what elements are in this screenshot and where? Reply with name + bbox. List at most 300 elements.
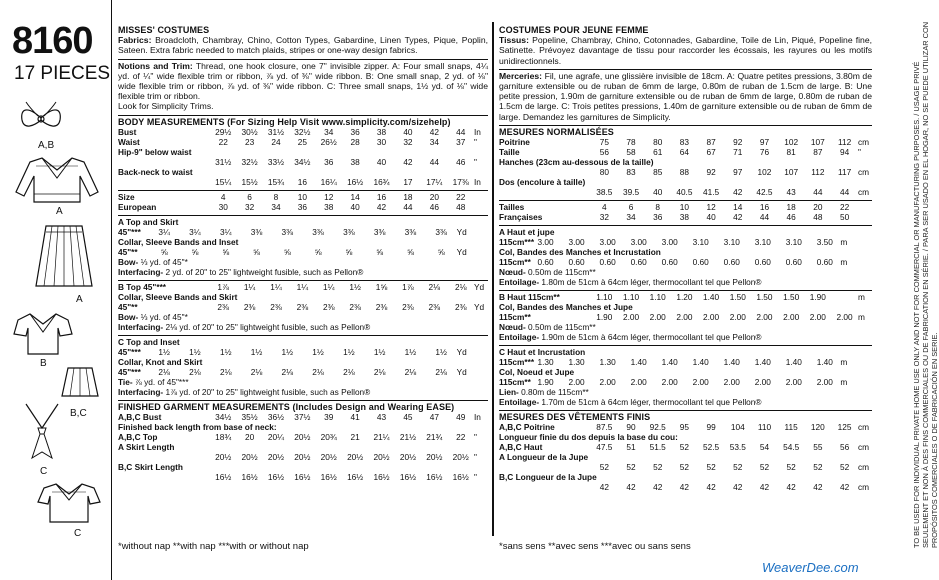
size-value: 20½ xyxy=(399,452,416,463)
size-value: 43 xyxy=(786,187,796,198)
size-value: 1.40 xyxy=(692,357,709,368)
size-value: 29½ xyxy=(215,126,232,137)
table-row xyxy=(499,267,872,277)
unit-label: Yd xyxy=(456,246,467,257)
table-row xyxy=(499,367,872,377)
weaverdee-logo[interactable]: WeaverDee.com xyxy=(762,560,859,575)
row-label xyxy=(499,482,591,492)
size-value: 3⅜ xyxy=(435,226,447,237)
size-value: 38 xyxy=(324,201,334,212)
unit-label: " xyxy=(858,147,861,158)
size-value: ⅝ xyxy=(376,246,384,257)
size-value: 95 xyxy=(679,422,690,433)
note-text: 2⅛ yd. of 20" to 25" lightweight fusible, such as Pellon® xyxy=(163,321,371,332)
size-value: 42 xyxy=(759,482,770,493)
unit-label: m xyxy=(858,292,865,303)
table-row xyxy=(499,322,872,332)
note-label: Interfacing- xyxy=(118,386,164,397)
table-row xyxy=(499,377,872,387)
size-value: 2⅜ xyxy=(402,301,414,312)
size-value: 2.00 xyxy=(785,377,802,388)
figure-label-5: B,C xyxy=(70,408,87,419)
size-value: 3¼ xyxy=(219,226,232,237)
size-value: 32 xyxy=(403,136,413,147)
table-row xyxy=(118,472,488,482)
size-value: 3.10 xyxy=(692,237,709,248)
size-value: 117 xyxy=(837,167,852,178)
size-value: 2.00 xyxy=(754,377,771,388)
figure-label-6: C xyxy=(40,466,48,477)
size-value: 2.00 xyxy=(809,312,826,323)
size-value: 20 xyxy=(429,191,439,202)
size-value: 1¼ xyxy=(243,281,256,292)
table-row xyxy=(118,302,488,312)
size-value: 8 xyxy=(655,202,661,213)
row-label: 115cm** xyxy=(499,312,531,323)
size-value: 22 xyxy=(218,136,228,147)
size-value: 1⅝ xyxy=(375,281,388,292)
size-value: 18 xyxy=(403,191,413,202)
size-value: 20 xyxy=(244,432,255,443)
unit-label: In xyxy=(474,126,481,137)
size-value: 17 xyxy=(403,176,413,187)
size-value: 3¼ xyxy=(189,226,201,237)
size-value: 2⅛ xyxy=(373,366,386,377)
size-value: 2.00 xyxy=(703,312,720,323)
size-value: 20½ xyxy=(267,452,285,463)
fr-nap-legend: *sans sens **avec sens ***avec ou sans sens xyxy=(499,541,691,552)
fr-mesures-heading: MESURES NORMALISÉES xyxy=(499,126,614,137)
table-row xyxy=(499,332,872,342)
size-value: 21¾ xyxy=(426,432,443,443)
size-value: 15¼ xyxy=(215,176,232,187)
size-value: 16½ xyxy=(294,472,311,483)
size-value: 1.50 xyxy=(783,292,800,303)
unit-label xyxy=(474,202,488,212)
row-label xyxy=(499,462,591,472)
size-value: 107 xyxy=(810,137,825,148)
size-value: 3.00 xyxy=(537,237,554,248)
size-value: 35½ xyxy=(241,412,258,423)
note-text: 0.80m de 115cm** xyxy=(518,387,589,398)
unit-label xyxy=(858,212,872,222)
size-value: 2.00 xyxy=(568,377,585,388)
size-value: 1½ xyxy=(435,346,447,357)
table-row xyxy=(499,137,872,147)
note-label: Nœud- xyxy=(499,267,526,278)
table-row xyxy=(118,442,488,452)
row-label: Back-neck to waist xyxy=(118,166,193,177)
size-value: 22 xyxy=(839,202,850,213)
english-column xyxy=(118,24,488,485)
size-value: 1.10 xyxy=(649,292,666,303)
table-row xyxy=(118,137,488,147)
size-value: 80 xyxy=(653,137,663,148)
note-text: ⅓ yd. of 45"* xyxy=(138,256,188,267)
row-label: 45"*** xyxy=(118,366,141,377)
table-row xyxy=(499,257,872,267)
en-title: MISSES' COSTUMES xyxy=(118,25,210,35)
row-label: B,C Skirt Length xyxy=(118,462,183,473)
size-value: 1.10 xyxy=(596,292,613,303)
table-row xyxy=(118,312,488,322)
size-value: 46 xyxy=(456,156,466,167)
size-value: 3.10 xyxy=(723,237,740,248)
table-row xyxy=(499,442,872,452)
size-value: 1½ xyxy=(281,346,294,357)
size-value: 34 xyxy=(626,212,636,223)
note-text: 0.50m de 115cm** xyxy=(525,322,596,333)
size-value: 32 xyxy=(244,201,255,212)
row-label: A,B,C Bust xyxy=(118,412,162,423)
size-value: 10 xyxy=(297,191,307,202)
note-label: Interfacing- xyxy=(118,321,164,332)
size-value: 42 xyxy=(429,126,439,137)
size-value: 2.00 xyxy=(729,312,746,323)
row-label: Tailles xyxy=(499,202,525,213)
table-row xyxy=(499,422,872,432)
note-label: Entoilage- xyxy=(499,332,540,343)
size-value: 40 xyxy=(350,201,360,212)
size-value: 4 xyxy=(602,202,607,213)
size-value: 2⅜ xyxy=(375,301,388,312)
en-finished-heading: FINISHED GARMENT MEASUREMENTS (Includes Design and Wearing EASE) xyxy=(118,401,455,412)
row-label xyxy=(118,452,210,462)
size-value: 20¼ xyxy=(267,432,285,443)
size-value: 1¼ xyxy=(296,281,309,292)
size-value: 2⅛ xyxy=(343,366,355,377)
size-value: 61 xyxy=(653,147,663,158)
size-value: 1.40 xyxy=(630,357,647,368)
size-value: 15¾ xyxy=(267,176,285,187)
table-row xyxy=(118,387,488,397)
row-label: 45"** xyxy=(118,301,138,312)
size-value: 43 xyxy=(376,412,387,423)
size-value: 52 xyxy=(813,462,823,473)
size-value: 87.5 xyxy=(596,422,613,433)
row-label: A,B,C Top xyxy=(118,432,158,443)
size-value: 20½ xyxy=(347,452,364,463)
size-value: 44 xyxy=(813,187,823,198)
table-row xyxy=(118,192,488,202)
size-value: 52 xyxy=(839,462,850,473)
note-label: Tie- xyxy=(118,376,133,387)
size-value: 39 xyxy=(324,412,334,423)
size-value: ⅝ xyxy=(160,246,168,257)
size-value: 0.60 xyxy=(723,257,740,268)
size-value: 2.00 xyxy=(622,312,640,323)
size-value: 8 xyxy=(273,191,279,202)
size-value: 1.40 xyxy=(703,292,720,303)
size-value: 20 xyxy=(813,202,823,213)
fr-title: COSTUMES POUR JEUNE FEMME xyxy=(499,25,649,35)
size-value: 12 xyxy=(324,191,334,202)
size-value: 1.40 xyxy=(723,357,740,368)
size-value: 20½ xyxy=(294,432,311,443)
size-value: 2.00 xyxy=(836,312,853,323)
row-label: 115cm** xyxy=(499,377,531,388)
figure-label-4: B xyxy=(40,358,47,369)
size-value: 46 xyxy=(786,212,796,223)
en-fabrics: Fabrics: Broadcloth, Chambray, Chino, Cotton Types, Gabardine, Linen Types, Pique, Poplin, Sateen. Extra fabric needed to match plaids, stripes or one-way design fabrics. xyxy=(118,35,488,56)
row-label: A,B,C Poitrine xyxy=(499,422,555,433)
column-divider xyxy=(492,22,494,536)
size-value: 34 xyxy=(429,136,439,147)
size-value: 20½ xyxy=(452,452,469,463)
size-value: 32 xyxy=(599,212,609,223)
size-value: 92 xyxy=(706,167,716,178)
note-label: Nœud- xyxy=(499,322,526,333)
unit-label: Yd xyxy=(456,366,467,377)
size-value: 16½ xyxy=(452,472,469,483)
table-row xyxy=(118,412,488,422)
unit-label xyxy=(858,202,872,212)
table-row xyxy=(499,212,872,222)
row-label: 45"*** xyxy=(118,346,141,357)
row-label: Collar, Sleeve Bands and Inset xyxy=(118,236,239,247)
size-value: 2⅜ xyxy=(243,301,256,312)
size-value: 0.60 xyxy=(754,257,771,268)
size-value: 44 xyxy=(429,156,439,167)
size-value: 1¼ xyxy=(322,281,335,292)
size-value: 30½ xyxy=(241,126,258,137)
size-value: 3.00 xyxy=(661,237,678,248)
size-value: 6 xyxy=(247,191,252,202)
size-value: 2⅜ xyxy=(428,301,441,312)
size-value: 1.50 xyxy=(729,292,746,303)
size-value: 17¼ xyxy=(426,176,443,187)
size-value: 12 xyxy=(706,202,716,213)
unit-label: Yd xyxy=(474,281,485,292)
table-row xyxy=(499,432,872,442)
row-label: B,C Longueur de la Jupe xyxy=(499,472,597,483)
table-row xyxy=(499,177,872,187)
size-value: 47 xyxy=(429,412,439,423)
size-value: 0.60 xyxy=(785,257,802,268)
size-value: 2⅜ xyxy=(217,301,229,312)
size-value: 30 xyxy=(376,136,387,147)
en-body-table xyxy=(118,127,488,187)
size-value: 112 xyxy=(811,167,825,178)
table-row xyxy=(499,347,872,357)
size-value: 56 xyxy=(839,442,850,453)
size-value: 52 xyxy=(679,442,690,453)
size-value: 28 xyxy=(350,136,360,147)
table-row xyxy=(118,167,488,177)
size-value: 3¼ xyxy=(158,226,170,237)
size-value: 1⅞ xyxy=(217,281,229,292)
note-text: 1⅞ yd. of 20" to 25" lightweight fusible, such as Pellon® xyxy=(163,386,371,397)
size-value: 44 xyxy=(839,187,850,198)
unit-label: In xyxy=(474,176,481,187)
row-label: Bust xyxy=(118,126,137,137)
size-value: 3.00 xyxy=(630,237,647,248)
size-value: 41 xyxy=(350,412,360,423)
size-value: 34½ xyxy=(294,156,311,167)
en-finished-table xyxy=(118,412,488,482)
size-value: 2⅛ xyxy=(428,281,441,292)
size-value: 125 xyxy=(837,422,852,433)
size-value: 0.60 xyxy=(537,257,554,268)
fr-mercerie: Merceries: Fil, une agrafe, une glissière invisible de 18cm. A: Quatre petites pressions, 3.80m de garniture extensible ou de ruban de 6mm de large, 0.80m de ruban de 1.5cm de large. B: Une petite pression, 1.90m de garniture extensible ou de ruban de 6mm de large, 0.80m de ruban de 1.5cm de large. C: Trois petites pressions, 1.40m de garniture extensible ou de ruban de 6mm de large. Demandez les garnitures de Simplicity. xyxy=(499,70,872,122)
size-value: 0.60 xyxy=(661,257,678,268)
size-value: 36½ xyxy=(267,412,285,423)
size-value: 16½ xyxy=(267,472,285,483)
size-value: 3⅜ xyxy=(312,226,324,237)
size-value: 52 xyxy=(706,462,716,473)
size-value: 37½ xyxy=(294,412,311,423)
puff-sleeve-top-sketch xyxy=(10,310,76,358)
note-text: 1.90m de 51cm à 64cm léger, thermocollant tel que Pellon® xyxy=(539,332,762,343)
table-row xyxy=(118,157,488,167)
unit-label xyxy=(474,192,488,202)
size-value: 115 xyxy=(784,422,798,433)
size-value: 22 xyxy=(456,432,466,443)
left-panel xyxy=(0,0,112,580)
size-value: 34 xyxy=(271,201,281,212)
table-row xyxy=(499,312,872,322)
note-label: Interfacing- xyxy=(118,266,164,277)
en-body-heading: BODY MEASUREMENTS (For Sizing Help Visit www.simplicity.com/sizehelp) xyxy=(118,116,451,127)
size-value: 2.00 xyxy=(649,312,666,323)
size-value: 36 xyxy=(653,212,663,223)
size-value: 1½ xyxy=(343,346,355,357)
size-value: 48 xyxy=(813,212,823,223)
table-row xyxy=(118,422,488,432)
row-label xyxy=(118,157,210,167)
fr-finished-table xyxy=(499,422,872,492)
row-label: 45"*** xyxy=(118,226,141,237)
short-skirt-sketch xyxy=(60,366,100,400)
note-text: 2 yd. of 20" to 25" lightweight fusible, such as Pellon® xyxy=(163,266,364,277)
table-row xyxy=(118,257,488,267)
size-value: 52.5 xyxy=(703,442,720,453)
size-value: 1.20 xyxy=(676,292,693,303)
table-row xyxy=(118,292,488,302)
row-label: Hanches (23cm au-dessous de la taille) xyxy=(499,157,654,168)
size-value: 20½ xyxy=(215,452,232,463)
size-value: 97 xyxy=(733,167,743,178)
size-value: 52 xyxy=(599,462,609,473)
size-value: 3.00 xyxy=(599,237,616,248)
size-value: 34 xyxy=(324,126,334,137)
row-label: A,B,C Haut xyxy=(499,442,543,453)
size-value: 120 xyxy=(810,422,825,433)
size-value: 2.00 xyxy=(661,377,678,388)
size-value: 42 xyxy=(626,482,636,493)
size-value: 31½ xyxy=(215,156,232,167)
row-label: Col, Noeud et Jupe xyxy=(499,367,575,378)
table-row xyxy=(118,147,488,157)
size-value: 2.00 xyxy=(756,312,773,323)
row-label: C Top and Inset xyxy=(118,336,180,347)
fr-b-table xyxy=(499,292,872,342)
size-value: 102 xyxy=(757,167,772,178)
table-row xyxy=(118,452,488,462)
fr-tissus: Tissus: Popeline, Chambray, Chino, Cotonnades, Gabardine, Toile de Lin, Piqué, Popeline fine, Satinette. Prévoyez davantage de tissu pour raccorder les écossais, les rayures ou les motifs unidirectionnels. xyxy=(499,35,872,66)
size-value: ⅝ xyxy=(283,246,291,257)
table-row xyxy=(499,157,872,167)
size-value: 4 xyxy=(220,191,226,202)
size-value: 44 xyxy=(403,201,413,212)
row-label: Waist xyxy=(118,136,140,147)
row-label: 45"** xyxy=(118,246,138,257)
row-label: A Haut et jupe xyxy=(499,227,555,238)
size-value: 1½ xyxy=(158,346,170,357)
table-row xyxy=(499,482,872,492)
size-value: 1½ xyxy=(349,281,361,292)
size-value: 37 xyxy=(456,136,466,147)
size-value: 54 xyxy=(759,442,770,453)
note-label: Entoilage- xyxy=(499,277,540,288)
table-row xyxy=(499,302,872,312)
size-value: 87 xyxy=(813,147,823,158)
unit-label: cm xyxy=(858,137,870,148)
size-value: 42 xyxy=(813,482,823,493)
size-value: 50 xyxy=(839,212,850,223)
row-label xyxy=(499,187,591,197)
size-value: 18¾ xyxy=(215,432,232,443)
size-value: 34½ xyxy=(215,412,232,423)
table-row xyxy=(499,247,872,257)
note-label: Bow- xyxy=(118,311,139,322)
neck-tie-sketch xyxy=(22,402,62,462)
size-value: 52 xyxy=(679,462,690,473)
table-row xyxy=(118,282,488,292)
size-value: 0.60 xyxy=(692,257,709,268)
piece-count: 17 PIECES xyxy=(14,63,111,84)
size-value: ⅝ xyxy=(253,246,260,257)
size-value: 20½ xyxy=(426,452,443,463)
en-size-table xyxy=(118,192,488,212)
table-row xyxy=(118,347,488,357)
note-label: Lien- xyxy=(499,387,519,398)
table-row xyxy=(118,237,488,247)
size-value: 2⅛ xyxy=(312,366,324,377)
size-value: 42 xyxy=(733,482,743,493)
size-value: 51.5 xyxy=(649,442,666,453)
row-label: Poitrine xyxy=(499,137,530,148)
size-value: 40.5 xyxy=(676,187,693,198)
note-label: Entoilage- xyxy=(499,397,540,408)
size-value: 64 xyxy=(679,147,690,158)
size-value: 83 xyxy=(626,167,636,178)
size-value: 2⅛ xyxy=(158,366,170,377)
size-value: 1.50 xyxy=(756,292,773,303)
table-row xyxy=(118,202,488,212)
size-value: 47.5 xyxy=(596,442,613,453)
size-value: 44 xyxy=(456,126,466,137)
size-value xyxy=(831,292,858,302)
size-value: 38.5 xyxy=(596,187,613,198)
size-value: 71 xyxy=(733,147,743,158)
size-value: 55 xyxy=(813,442,823,453)
fr-c-table xyxy=(499,347,872,407)
table-row xyxy=(118,337,488,347)
size-value: 3⅜ xyxy=(250,226,263,237)
size-value: 41.5 xyxy=(703,187,720,198)
en-c-table xyxy=(118,337,488,397)
table-row xyxy=(499,462,872,472)
size-value: ⅝ xyxy=(191,246,199,257)
table-row xyxy=(499,227,872,237)
fr-mesures-table xyxy=(499,137,872,197)
size-value: 2.00 xyxy=(723,377,740,388)
figure-label-3: A xyxy=(76,294,83,305)
size-value: 40 xyxy=(403,126,413,137)
size-value: 58 xyxy=(626,147,636,158)
size-value: 2.00 xyxy=(692,377,709,388)
